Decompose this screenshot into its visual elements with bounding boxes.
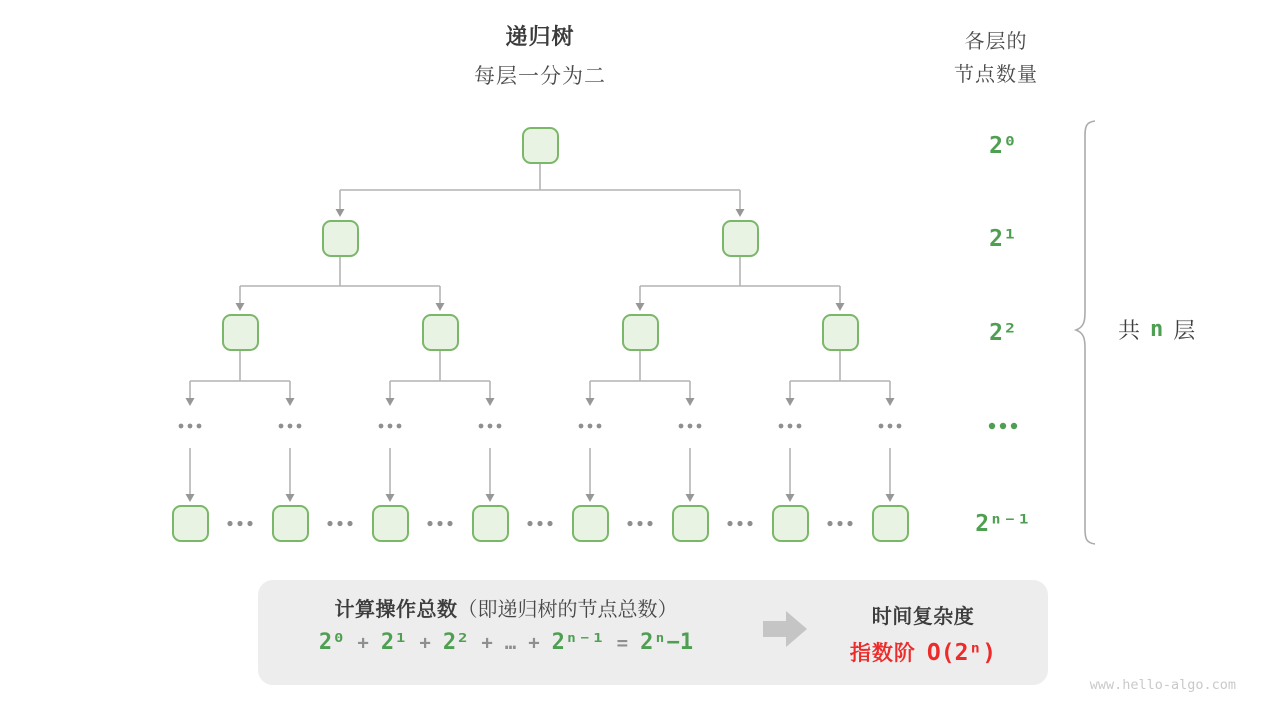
- formula-token: …: [504, 632, 517, 654]
- right-header-line1: 各层的: [964, 31, 1028, 53]
- level-label: 2ⁿ⁻¹: [975, 510, 1031, 537]
- tree-node: [822, 314, 859, 351]
- complexity-value-cjk: 指数阶: [849, 642, 916, 665]
- formula-token: +: [481, 632, 493, 654]
- formula-token: 2ⁿ−1: [640, 630, 694, 655]
- summary-heading-note: （即递归树的节点总数）: [457, 599, 678, 621]
- tree-node: [472, 505, 509, 542]
- watermark: www.hello-algo.com: [1089, 677, 1236, 693]
- formula-token: 2¹: [380, 630, 408, 655]
- formula-token: +: [419, 632, 431, 654]
- summary-box: [258, 580, 1048, 685]
- tree-node: [872, 505, 909, 542]
- complexity-title: 时间复杂度: [871, 606, 975, 628]
- brace-label: [1118, 314, 1248, 345]
- tree-node: [572, 505, 609, 542]
- complexity-block: [803, 580, 1043, 667]
- tree-node: [322, 220, 359, 257]
- curly-brace: [1060, 110, 1120, 560]
- tree-node: [672, 505, 709, 542]
- figure-subtitle: 每层一分为二: [474, 65, 606, 88]
- tree-node: [422, 314, 459, 351]
- tree-node: [272, 505, 309, 542]
- formula-token: =: [616, 632, 629, 654]
- tree-node: [772, 505, 809, 542]
- summary-heading-bold: 计算操作总数: [334, 599, 458, 621]
- brace-label-prefix: 共: [1118, 318, 1141, 343]
- figure-title: 递归树: [505, 24, 575, 49]
- complexity-value-math: O(2ⁿ): [926, 640, 997, 666]
- summary-formula: [266, 630, 746, 655]
- formula-token: +: [528, 632, 540, 654]
- right-header-line2: 节点数量: [954, 64, 1038, 86]
- formula-token: 2ⁿ⁻¹: [551, 630, 605, 655]
- formula-token: 2²: [442, 630, 470, 655]
- tree-node: [522, 127, 559, 164]
- tree-node: [222, 314, 259, 351]
- brace-label-suffix: 层: [1173, 318, 1196, 343]
- summary-heading: [266, 593, 746, 622]
- formula-token: +: [357, 632, 369, 654]
- level-label: 2¹: [989, 225, 1017, 252]
- brace-label-n: n: [1150, 317, 1164, 342]
- level-label: 2⁰: [989, 132, 1017, 159]
- tree-node: [172, 505, 209, 542]
- level-label: 2²: [989, 319, 1017, 346]
- tree-node: [372, 505, 409, 542]
- formula-token: 2⁰: [318, 630, 346, 655]
- complexity-value: [850, 637, 996, 667]
- tree-node: [722, 220, 759, 257]
- tree-node: [622, 314, 659, 351]
